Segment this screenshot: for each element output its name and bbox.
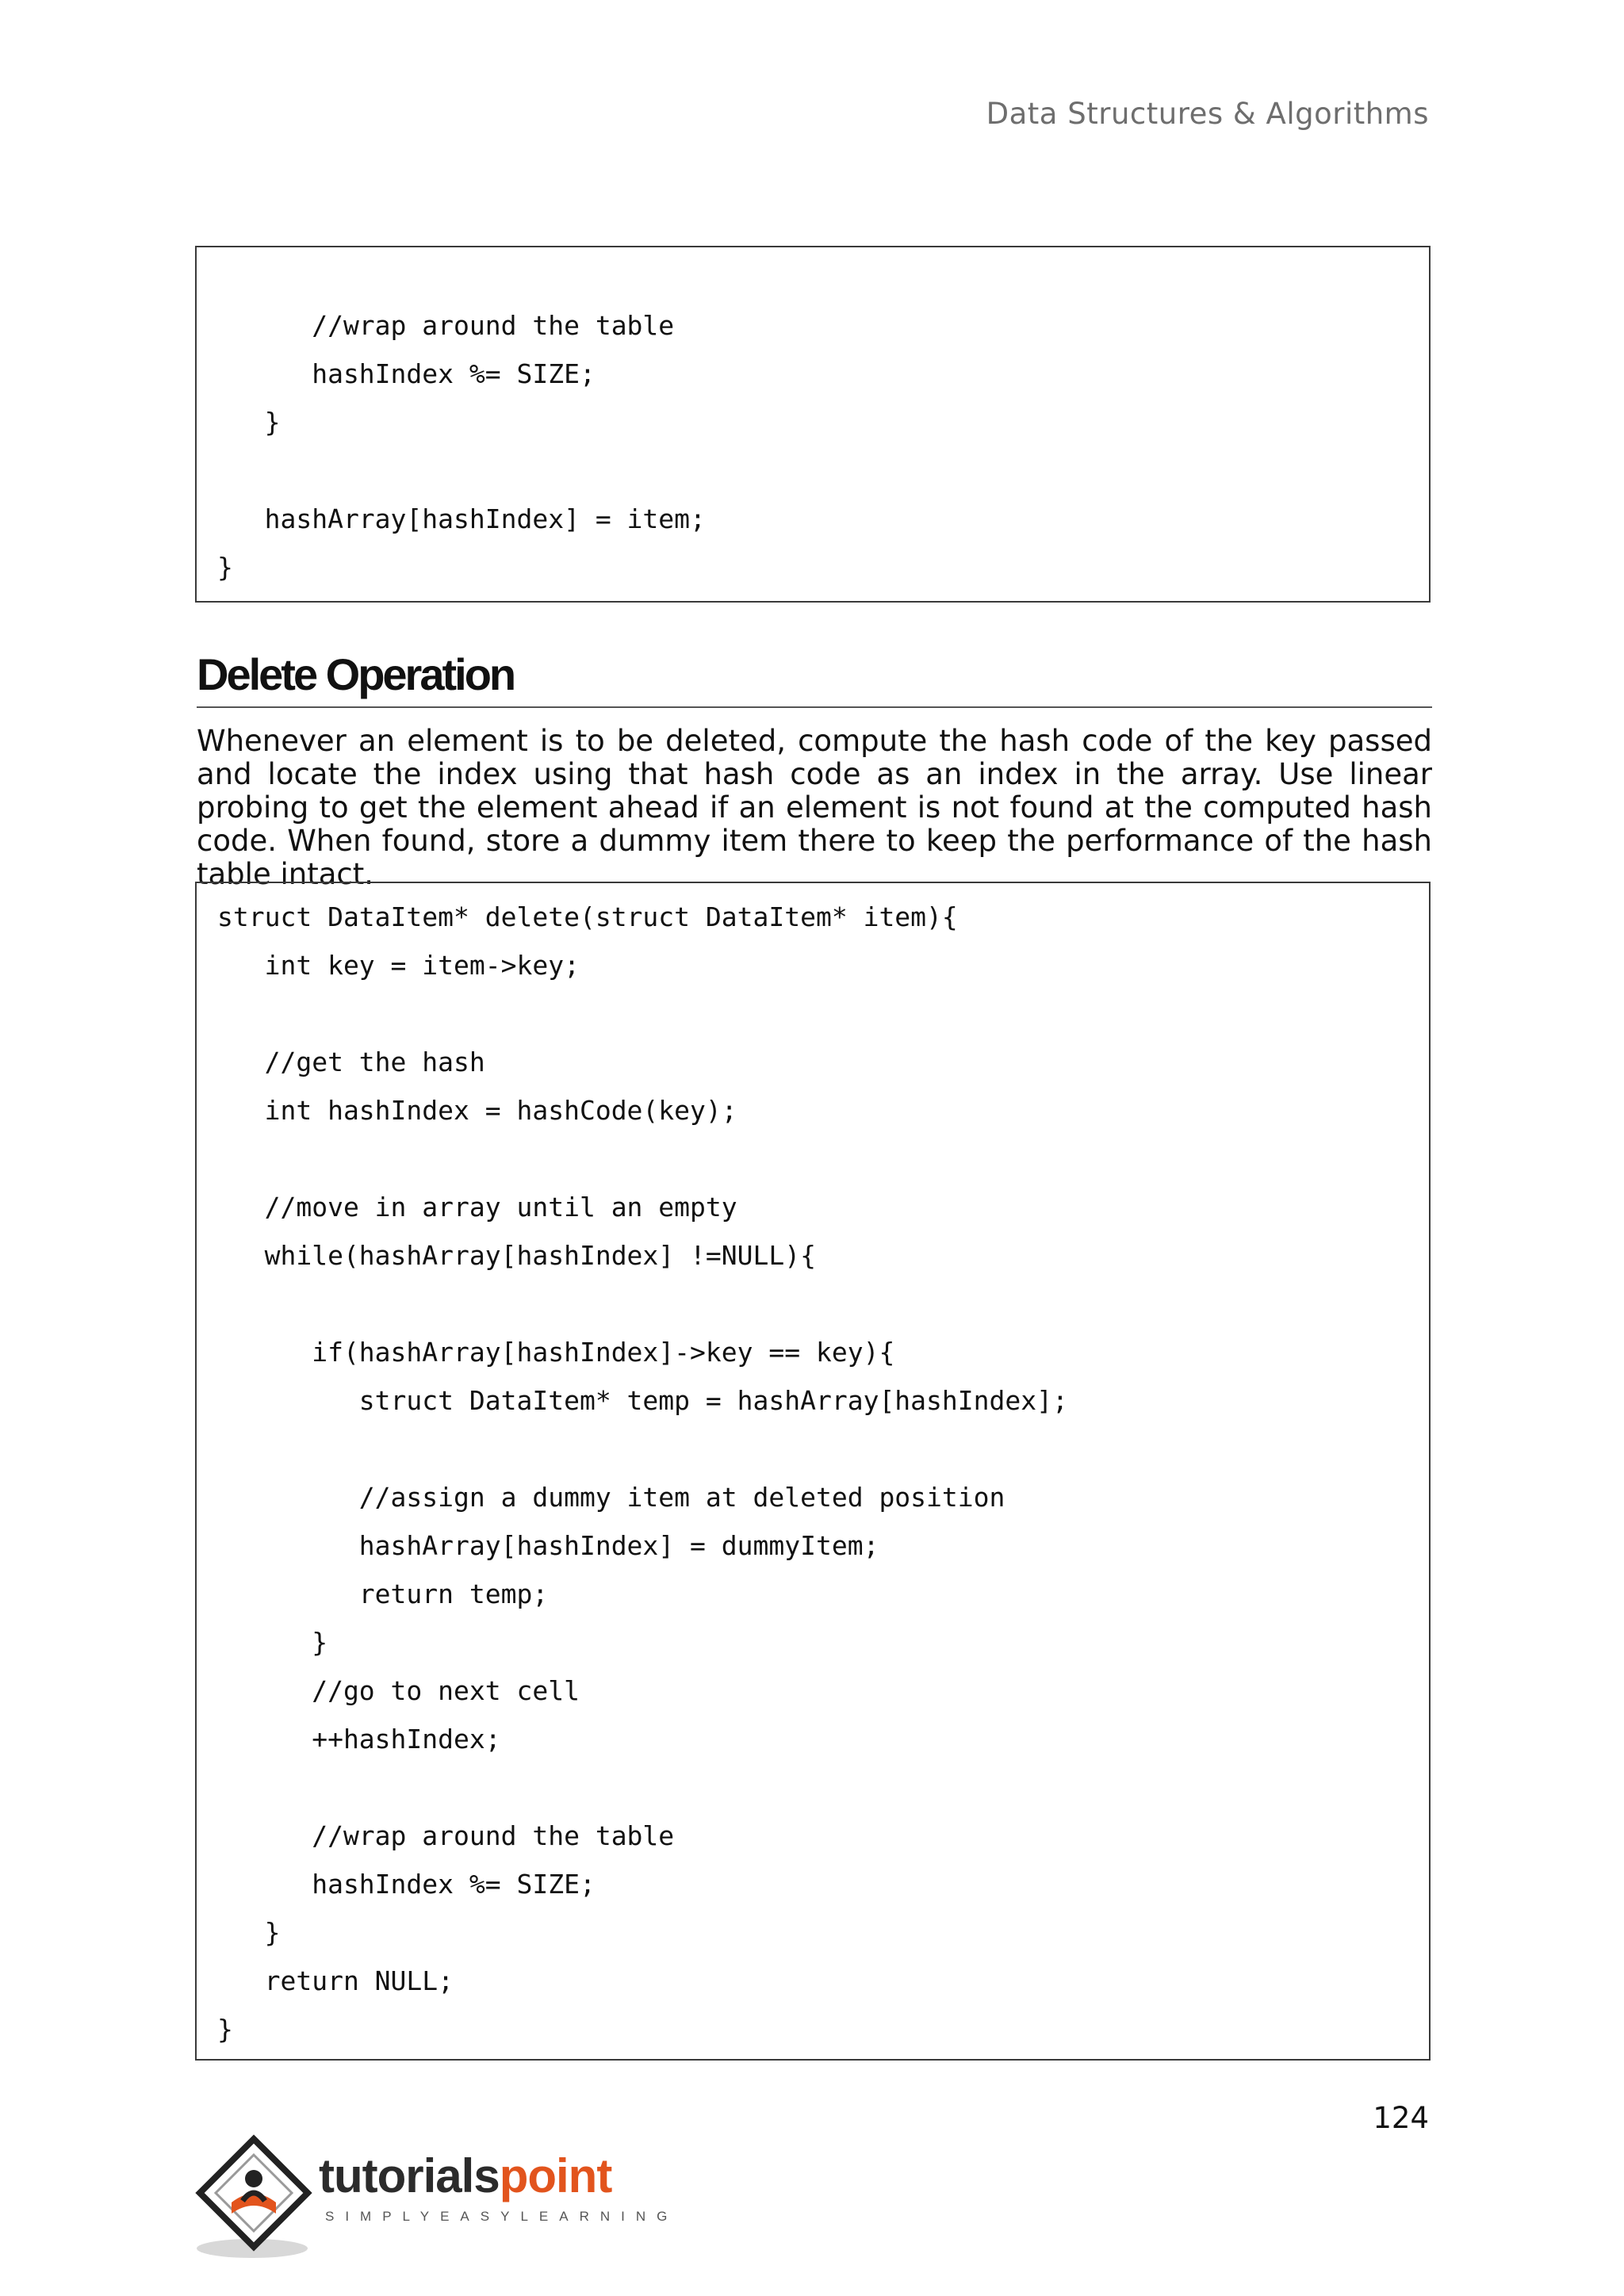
logo-wordmark — [319, 2149, 611, 2203]
code-line: hashArray[hashIndex] = item; — [217, 503, 706, 534]
code-line: return NULL; — [217, 1965, 454, 1996]
code-line: //move in array until an empty — [217, 1192, 737, 1223]
code-line: struct DataItem* delete(struct DataItem* item){ — [217, 901, 958, 932]
logo-word-point: point — [499, 2149, 612, 2202]
tutorialspoint-logo — [190, 2130, 679, 2264]
code-line: int hashIndex = hashCode(key); — [217, 1095, 737, 1126]
code-line: ++hashIndex; — [217, 1724, 501, 1755]
code-line: while(hashArray[hashIndex] !=NULL){ — [217, 1240, 816, 1271]
code-line: //wrap around the table — [217, 310, 675, 341]
logo-emblem-icon — [190, 2130, 325, 2264]
code-line: hashIndex %= SIZE; — [217, 1869, 596, 1900]
code-line: hashIndex %= SIZE; — [217, 358, 596, 389]
code-line: hashArray[hashIndex] = dummyItem; — [217, 1530, 879, 1561]
code-line: //wrap around the table — [217, 1820, 675, 1851]
code-line: if(hashArray[hashIndex]->key == key){ — [217, 1337, 895, 1368]
code-line: struct DataItem* temp = hashArray[hashIndex]; — [217, 1385, 1068, 1416]
logo-person-head — [245, 2170, 262, 2187]
code-line: } — [217, 407, 281, 438]
code-line: //get the hash — [217, 1047, 485, 1077]
code-line: } — [217, 1627, 328, 1658]
code-block-delete — [195, 882, 1431, 2061]
page-number: 124 — [1373, 2101, 1429, 2135]
logo-word-tutorials: tutorials — [319, 2149, 500, 2202]
section-paragraph: Whenever an element is to be deleted, compute the hash code of the key passed and locate the index using that hash code as an index in the array. Use linear probing to get the element ahead if an element is not found at the computed hash code. When found, store a dummy item there to keep the performance of the hash table intact. — [197, 724, 1432, 891]
code-line: } — [217, 552, 233, 583]
code-line: int key = item->key; — [217, 950, 580, 981]
code-line: } — [217, 1917, 281, 1948]
code-line: //assign a dummy item at deleted position — [217, 1482, 1005, 1513]
logo-tagline: SIMPLYEASYLEARNING — [325, 2209, 679, 2224]
code-block-insert-end — [195, 246, 1431, 603]
code-line: return temp; — [217, 1578, 549, 1609]
section-heading: Delete Operation — [197, 649, 1432, 708]
code-line: //go to next cell — [217, 1675, 580, 1706]
running-header: Data Structures & Algorithms — [986, 97, 1429, 131]
code-line: } — [217, 2014, 233, 2045]
